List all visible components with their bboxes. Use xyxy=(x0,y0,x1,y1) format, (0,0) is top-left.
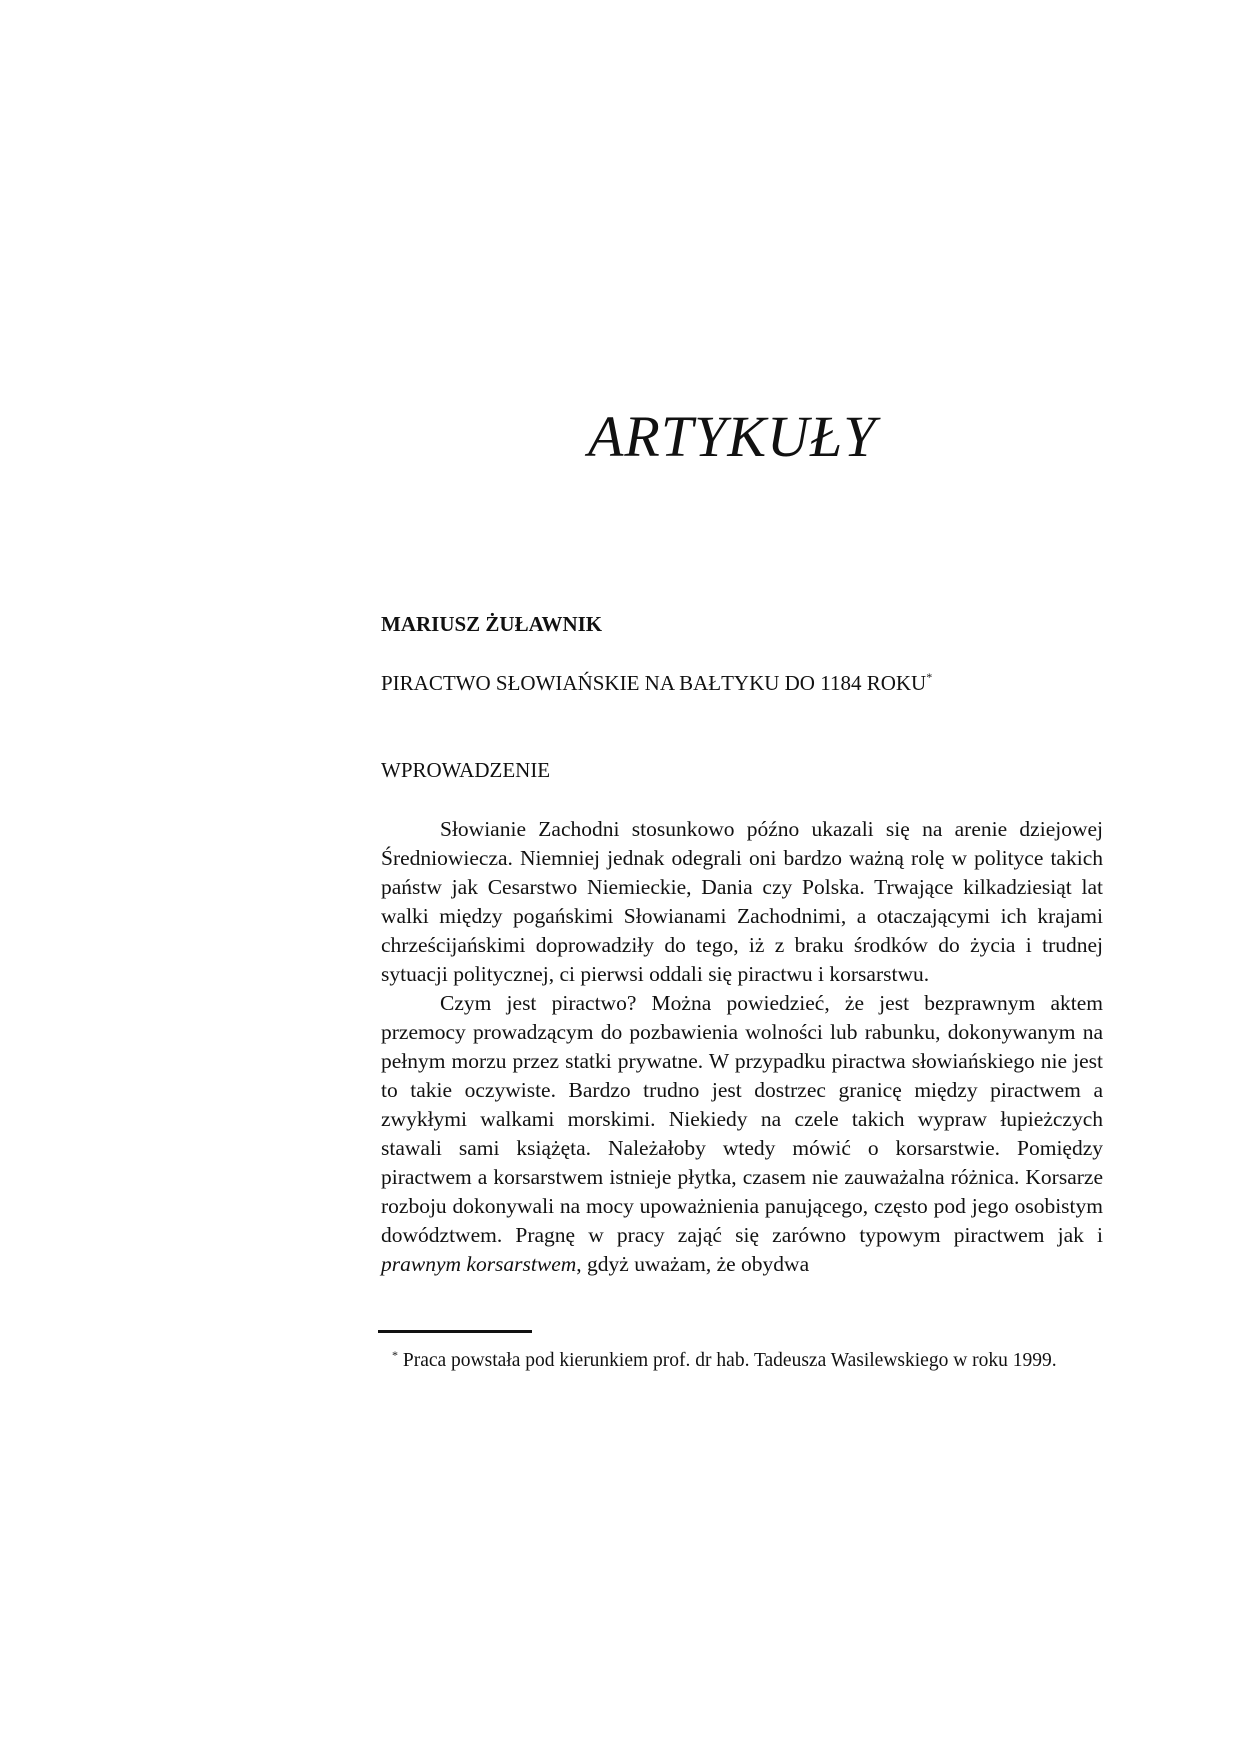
paragraph-text: , gdyż uważam, że obydwa xyxy=(576,1252,810,1276)
section-heading: ARTYKUŁY xyxy=(588,404,877,469)
article-body xyxy=(381,815,1103,1279)
footnote xyxy=(392,1342,1107,1374)
article-title xyxy=(381,670,1103,696)
title-footnote-mark: * xyxy=(926,670,933,684)
section-subheading: WPROWADZENIE xyxy=(381,758,551,782)
article-title-text: PIRACTWO SŁOWIAŃSKIE NA BAŁTYKU DO 1184 ROKU xyxy=(381,671,927,695)
author-name: MARIUSZ ŻUŁAWNIK xyxy=(381,612,603,636)
paragraph-text: Czym jest piractwo? Można powiedzieć, że jest bezprawnym aktem przemocy prowadzącym do pozbawienia wolności lub rabunku, dokonywanym na pełnym morzu przez statki prywatne. W przypadku piractwa słowiańskiego nie jest to takie oczywiste. Bardzo trudno jest dostrzec granicę między piractwem a zwykłymi walkami morskimi. Niekiedy na czele takich wypraw łupieżczych stawali sami książęta. Należałoby wtedy mówić o korsarstwie. Pomiędzy piractwem a korsarstwem istnieje płytka, czasem nie zauważalna różnica. Korsarze rozboju dokonywali na mocy upoważnienia panującego, często pod jego osobistym dowództwem. Pragnę w pracy zająć się zarówno typowym piractwem jak i xyxy=(381,991,1103,1247)
italic-phrase: prawnym korsarstwem xyxy=(381,1252,577,1276)
paragraph xyxy=(381,989,1103,1279)
footnote-text: Praca powstała pod kierunkiem prof. dr hab. Tadeusza Wasilewskiego w roku 1999. xyxy=(398,1350,1057,1371)
footnote-mark: * xyxy=(392,1348,398,1362)
footnote-separator xyxy=(378,1330,532,1333)
paragraph: Słowianie Zachodni stosunkowo późno ukazali się na arenie dziejowej Średniowiecza. Niemniej jednak odegrali oni bardzo ważną rolę w polityce takich państw jak Cesarstwo Niemieckie, Dania czy Polska. Trwające kilkadziesiąt lat walki między pogańskimi Słowianami Zachodnimi, a otaczającymi ich krajami chrześcijańskimi doprowadziły do tego, iż z braku środków do życia i trudnej sytuacji politycznej, ci pierwsi oddali się piractwu i korsarstwu. xyxy=(381,817,1103,986)
